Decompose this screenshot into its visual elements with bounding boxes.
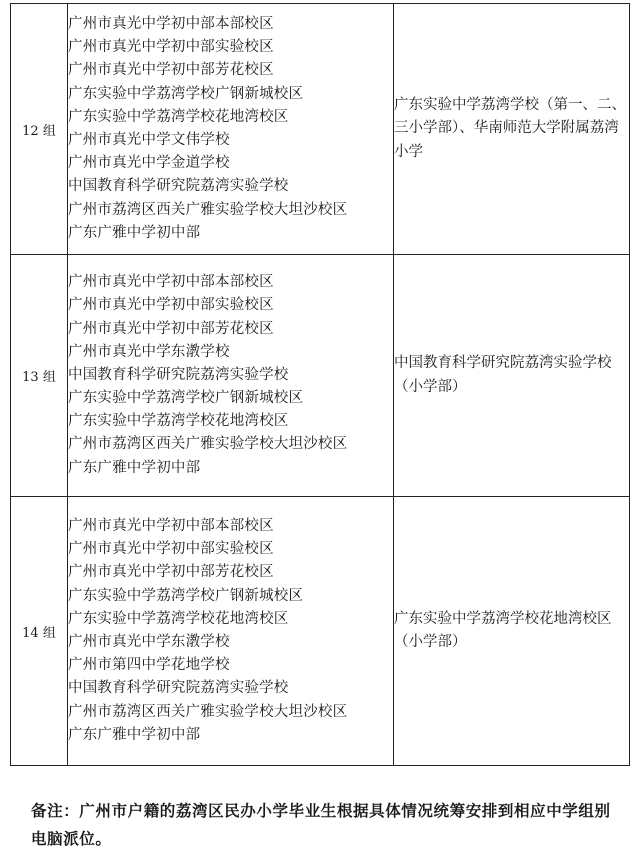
primary-school-cell: 广东实验中学荔湾学校（第一、二、三小学部）、华南师范大学附属荔湾小学 (394, 4, 630, 255)
school-item: 广东实验中学荔湾学校花地湾校区 (68, 108, 289, 125)
table-row (11, 497, 630, 766)
school-item: 广州市真光中学初中部芳花校区 (68, 62, 274, 79)
middle-school-list (68, 497, 394, 766)
school-item: 广州市真光中学金道学校 (68, 155, 230, 172)
footnote: 备注：广州市户籍的荔湾区民办小学毕业生根据具体情况统筹安排到相应中学组别电脑派位。 (31, 802, 611, 848)
school-item: 广州市真光中学初中部实验校区 (68, 541, 274, 558)
school-item: 中国教育科学研究院荔湾实验学校 (68, 178, 289, 195)
school-item: 广州市荔湾区西关广雅实验学校大坦沙校区 (68, 201, 348, 218)
middle-school-list (68, 255, 394, 497)
school-item: 广东广雅中学初中部 (68, 459, 201, 476)
primary-school-cell: 广东实验中学荔湾学校花地湾校区（小学部） (394, 497, 630, 766)
group-label: 12 组 (11, 4, 68, 255)
school-item: 中国教育科学研究院荔湾实验学校 (68, 680, 289, 697)
school-item: 广州市第四中学花地学校 (68, 657, 230, 674)
group-label: 14 组 (11, 497, 68, 766)
school-item: 广东实验中学荔湾学校广钢新城校区 (68, 390, 304, 407)
school-item: 广州市真光中学初中部本部校区 (68, 16, 274, 33)
table-row (11, 255, 630, 497)
school-item: 广东实验中学荔湾学校花地湾校区 (68, 610, 289, 627)
school-item: 广州市真光中学东漖学校 (68, 634, 230, 650)
school-item: 中国教育科学研究院荔湾实验学校 (68, 366, 289, 383)
group-label: 13 组 (11, 255, 68, 497)
school-item: 广州市真光中学初中部芳花校区 (68, 564, 274, 581)
school-item: 广东实验中学荔湾学校广钢新城校区 (68, 85, 304, 102)
school-item: 广州市真光中学东漖学校 (68, 343, 230, 360)
school-item: 广州市真光中学初中部芳花校区 (68, 320, 274, 337)
school-item: 广东实验中学荔湾学校广钢新城校区 (68, 587, 304, 604)
school-item: 广东广雅中学初中部 (68, 726, 201, 743)
school-item: 广州市荔湾区西关广雅实验学校大坦沙校区 (68, 436, 348, 453)
allocation-table (10, 3, 630, 766)
school-item: 广州市真光中学初中部实验校区 (68, 39, 274, 56)
school-item: 广东广雅中学初中部 (68, 224, 201, 241)
school-item: 广州市真光中学初中部实验校区 (68, 297, 274, 314)
school-item: 广州市真光中学文伟学校 (68, 132, 230, 148)
school-item: 广东实验中学荔湾学校花地湾校区 (68, 413, 289, 430)
school-item: 广州市真光中学初中部本部校区 (68, 274, 274, 291)
school-item: 广州市荔湾区西关广雅实验学校大坦沙校区 (68, 703, 348, 720)
table-row (11, 4, 630, 255)
middle-school-list (68, 4, 394, 255)
primary-school-cell: 中国教育科学研究院荔湾实验学校（小学部） (394, 255, 630, 497)
school-item: 广州市真光中学初中部本部校区 (68, 518, 274, 535)
